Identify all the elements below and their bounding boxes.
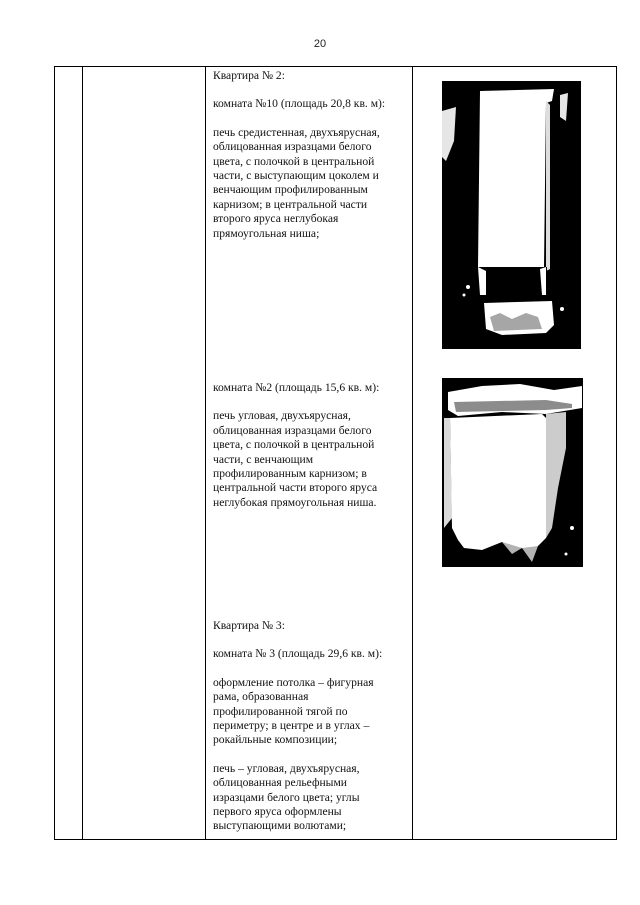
room-heading: комната №2 (площадь 15,6 кв. м):	[213, 381, 380, 394]
room-heading: комната №10 (площадь 20,8 кв. м):	[213, 97, 386, 111]
ceiling-line: периметру; в центре и в углах –	[213, 719, 370, 733]
apartment-heading: Квартира № 3:	[213, 619, 285, 632]
description-line: части, с выступающим цоколем и	[213, 169, 379, 183]
description-line: второго яруса неглубокая	[213, 212, 339, 226]
column-divider	[412, 67, 413, 839]
stove-line: выступающими волютами;	[213, 819, 347, 833]
room-heading: комната № 3 (площадь 29,6 кв. м):	[213, 647, 383, 661]
description-line: печь средистенная, двухъярусная,	[213, 125, 380, 139]
description-line: центральной части второго яруса	[213, 481, 378, 495]
description-line: прямоугольная ниша;	[213, 226, 320, 240]
ceiling-line: профилированной тягой по	[213, 704, 348, 718]
apartment-heading: Квартира № 2:	[213, 69, 285, 82]
stove-photo-room-2	[442, 378, 583, 567]
column-divider	[205, 67, 206, 839]
column-divider	[82, 67, 83, 839]
stove-photo-room-10	[442, 81, 581, 349]
page-number: 20	[313, 38, 327, 50]
stove-line: первого яруса оформлены	[213, 805, 342, 819]
description-line: печь угловая, двухъярусная,	[213, 409, 351, 423]
description-line: облицованная изразцами белого	[213, 423, 372, 437]
description-line: неглубокая прямоугольная ниша.	[213, 495, 377, 509]
section-room-2	[213, 381, 409, 510]
ceiling-line: оформление потолка – фигурная	[213, 675, 374, 689]
document-table	[54, 66, 617, 840]
section-apartment-2-room-10	[213, 69, 409, 241]
description-line: профилированным карнизом; в	[213, 467, 367, 481]
section-apartment-3-room-3	[213, 619, 409, 834]
description-line: цвета, с полочкой в центральной	[213, 154, 375, 168]
description-line: карнизом; в центральной части	[213, 197, 368, 211]
ceiling-line: рокайльные композиции;	[213, 733, 338, 747]
description-line: венчающим профилированным	[213, 183, 368, 197]
description-line: облицованная изразцами белого	[213, 140, 372, 154]
stove-line: облицованная рельефными	[213, 776, 348, 790]
stove-line: изразцами белого цвета; углы	[213, 790, 360, 804]
description-line: цвета, с полочкой в центральной	[213, 438, 375, 452]
ceiling-line: рама, образованная	[213, 690, 309, 704]
stove-line: печь – угловая, двухъярусная,	[213, 761, 360, 775]
description-line: части, с венчающим	[213, 452, 314, 466]
